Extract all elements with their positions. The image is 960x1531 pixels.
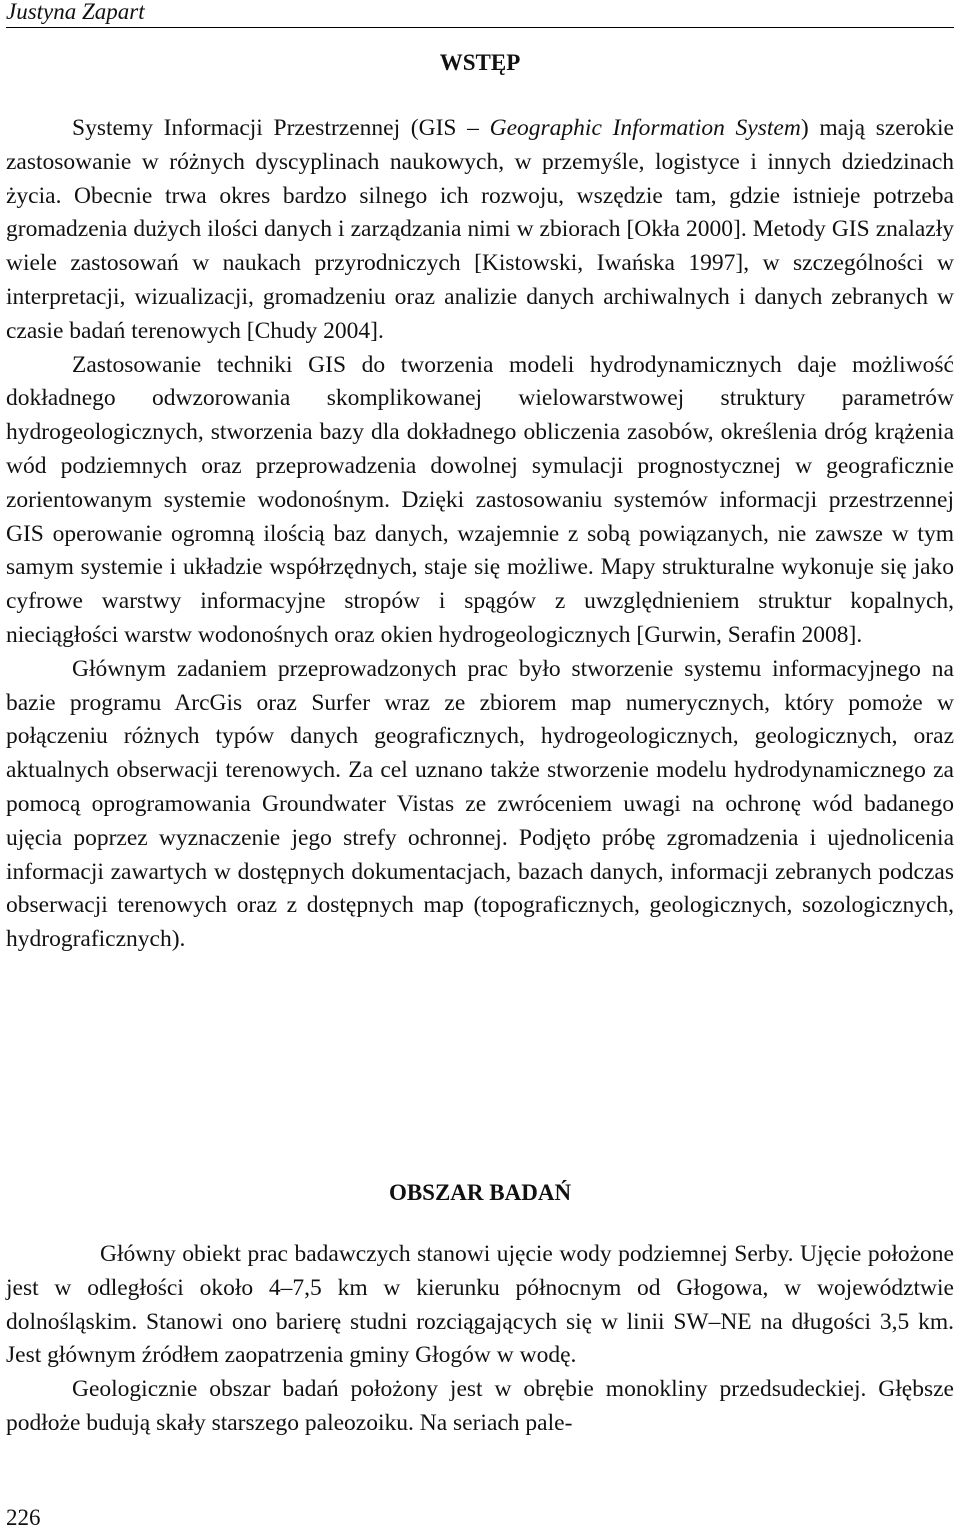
paragraph: Głównym zadaniem przeprowadzonych prac było stworzenie systemu informacyjnego na bazie programu ArcGis oraz Surfer wraz ze zbiorem map numerycznych, który pomoże w połączeniu różnych typów danych geograficznych, hydrogeologicznych, geologicznych, oraz aktualnych obserwacji terenowych. Za cel uznano także stworzenie modelu hydrodynamicznego za pomocą oprogramowania Groundwater Vistas ze zwróceniem uwagi na ochronę wód badanego ujęcia poprzez wyznaczenie jego strefy ochronnej. Podjęto próbę zgromadzenia i ujednolicenia informacji zawartych w dostępnych dokumentacjach, bazach danych, informacji zebranych podczas obserwacji terenowych oraz z dostępnych map (topograficznych, geologicznych, sozologicznych, hydrograficznych). bbox=[6, 655, 954, 953]
italic-term: Geographic Information System bbox=[489, 115, 801, 141]
paragraph: Systemy Informacji Przestrzennej (GIS – Geographic Information System) mają szerokie zastosowanie w różnych dyscyplinach naukowych, w przemyśle, logistyce i innych dziedzinach życia. Obecnie trwa okres bardzo silnego ich rozwoju, wszędzie tam, gdzie istnieje potrzeba gromadzenia dużych ilości danych i zarządzania nimi w zbiorach [Okła 2000]. Metody GIS znalazły wiele zastosowań w naukach przyrodniczych [Kistowski, Iwańska 1997], w szczególności w interpretacji, wizualizacji, gromadzeniu oraz analizie danych archiwalnych i danych zebranych w czasie badań terenowych [Chudy 2004]. bbox=[6, 115, 954, 344]
running-header-author: Justyna Zapart bbox=[6, 0, 145, 24]
page-number: 226 bbox=[6, 1505, 41, 1530]
section-heading-study-area: OBSZAR BADAŃ bbox=[388, 1180, 572, 1205]
paragraph: Główny obiekt prac badawczych stanowi ujęcie wody podziemnej Serby. Ujęcie położone jest w odległości około 4–7,5 km w kierunku północnym od Głogowa, w województwie dolnośląskim. Stanowi ono barierę studni rozciągających się w linii SW–NE na długości 3,5 km. Jest głównym źródłem zaopatrzenia gminy Głogów w wodę. bbox=[6, 1241, 954, 1369]
study-area-text bbox=[6, 1238, 954, 1441]
introduction-text bbox=[6, 112, 954, 957]
header-rule bbox=[6, 27, 954, 28]
section-heading-introduction: WSTĘP bbox=[439, 50, 521, 75]
paragraph: Geologicznie obszar badań położony jest w obrębie monokliny przedsudeckiej. Głębsze podłoże budują skały starszego paleozoiku. Na seriach pale- bbox=[6, 1376, 954, 1436]
paragraph: Zastosowanie techniki GIS do tworzenia modeli hydrodynamicznych daje możliwość dokładnego odwzorowania skomplikowanej wielowarstwowej struktury parametrów hydrogeologicznych, stworzenia bazy dla dokładnego obliczenia zasobów, określenia dróg krążenia wód podziemnych oraz przeprowadzenia dowolnej symulacji prognostycznej w geograficznie zorientowanym systemie wodonośnym. Dzięki zastosowaniu systemów informacji przestrzennej GIS operowanie ogromną ilością baz danych, wzajemnie z sobą powiązanych, nie zawsze w tym samym systemie i układzie współrzędnych, staje się możliwe. Mapy strukturalne wykonuje się jako cyfrowe warstwy informacyjne stropów i spągów z uwzględnieniem struktur kopalnych, nieciągłości warstw wodonośnych oraz okien hydrogeologicznych [Gurwin, Serafin 2008]. bbox=[6, 351, 954, 648]
